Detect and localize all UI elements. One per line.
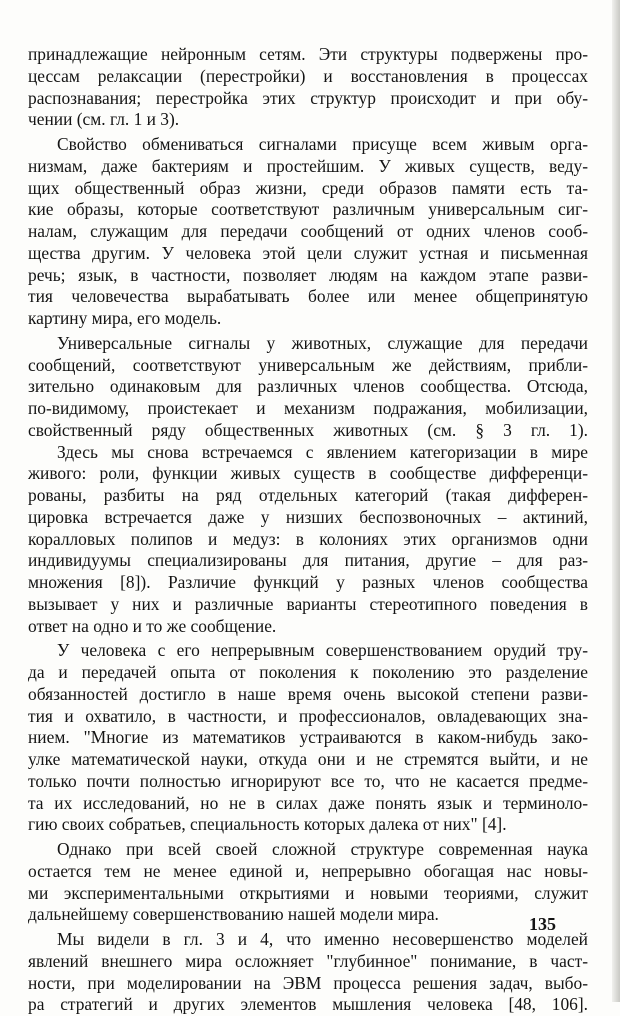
text-line: явлений внешнего мира осложняет "глубинное" понимание, в част- [28,950,588,971]
text-line: картину мира, его модель. [28,308,222,328]
text-line: гию своих собратьев, специальность которых далека от них" [4]. [28,814,507,835]
text-line: ра стратегий и других элементов мышления человека [48, 106]. [28,994,588,1015]
text-line: ответ на одно и то же сообщение. [28,615,277,636]
text-line: У человека с его непрерывным совершенствованием орудий тру- [57,640,588,661]
text-line: вызывает у них и различные варианты стереотипного поведения в [28,593,588,614]
text-line: чении (см. гл. 1 и 3). [28,109,180,130]
text-line: принадлежащие нейронным сетям. Эти структуры подвержены про- [28,44,588,64]
text-line: Мы видели в гл. 3 и 4, что именно несовершенство моделей [57,929,588,949]
text-line: речь; язык, в частности, позволяет людям на каждом этапе разви- [28,264,588,285]
text-line: та их исследований, но не в силах даже понять язык и терминоло- [28,792,588,813]
text-line: тия и охватило, в частности, и профессионалов, овладевающих зна- [28,705,588,726]
text-line: рованы, разбиты на ряд отдельных категорий (такая дифферен- [28,485,588,505]
text-line: тия человечества вырабатывать более или менее общепринятую [28,286,588,307]
page-number: 135 [529,914,556,934]
text-line: Однако при всей своей сложной структуре современная наука [57,839,588,859]
body-text [28,44,588,1016]
text-line: нием. "Многие из математиков устраиваются в каком-нибудь зако- [28,727,588,748]
text-line: остается тем не менее единой и, непрерывно обогащая нас новы- [28,860,588,881]
text-line: низмам, даже бактериям и простейшим. У живых существ, веду- [28,155,588,176]
text-line: множения [8]). Различие функций у разных членов сообщества [28,572,588,592]
text-line: кие образы, которые соответствуют различным универсальным сиг- [28,199,588,220]
text-line: ми экспериментальными открытиями и новыми теориями, служит [28,882,588,903]
text-line: Универсальные сигналы у животных, служащие для передачи [57,332,588,353]
text-line: Здесь мы снова встречаемся с явлением категоризации в мире [57,441,588,462]
text-line: распознавания; перестройка этих структур происходит и при обу- [28,87,588,108]
text-line: дальнейшему совершенствованию нашей модели мира. [28,904,439,925]
text-line: ности, при моделировании на ЭВМ процесса решения задач, выбо- [28,972,588,993]
text-line: щества другим. У человека этой цели служит устная и письменная [28,242,588,263]
text-line: улке математической науки, откуда они и не стремятся выйти, и не [28,749,588,769]
text-line: обязанностей достигло в наше время очень высокой степени разви- [28,683,588,704]
text-line: налам, служащим для передачи сообщений от одних членов сооб- [28,221,588,241]
text-line: коралловых полипов и медуз: в колониях этих организмов одни [28,528,588,549]
text-line: Свойство обмениваться сигналами присуще всем живым орга- [57,134,588,154]
text-line: да и передачей опыта от поколения к поколению это разделение [28,662,588,682]
text-line: цировка встречается даже у низших беспозвоночных – актиний, [28,506,588,527]
text-line: зительно одинаковым для различных членов сообщества. Отсюда, [28,376,588,397]
text-line: живого: роли, функции живых существ в сообществе дифференци- [28,463,588,484]
text-line: индивидуумы специализированы для питания, другие – для раз- [28,550,588,571]
text-line: по-видимому, проистекает и механизм подражания, мобилизации, [28,398,588,418]
text-line: только почти полностью игнорируют все то, что не касается предме- [28,770,588,791]
text-line: свойственный ряду общественных животных (см. § 3 гл. 1). [28,419,588,440]
text-line: цессам релаксации (перестройки) и восстановления в процессах [28,65,588,86]
text-line: щих общественный образ жизни, среди образов памяти есть та- [28,177,588,198]
page-edge-shadow [612,0,620,1002]
text-line: сообщений, соответствуют универсальным же действиям, прибли- [28,354,588,375]
